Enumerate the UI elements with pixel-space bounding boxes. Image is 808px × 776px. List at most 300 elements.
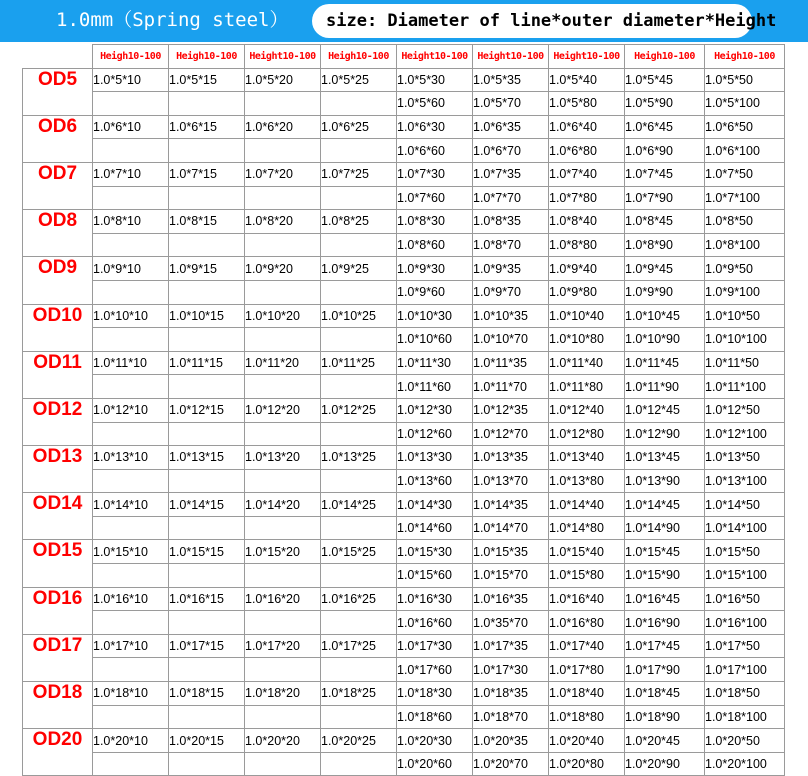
size-cell: 1.0*14*80	[549, 516, 625, 540]
empty-cell	[321, 139, 397, 163]
size-cell: 1.0*5*80	[549, 92, 625, 116]
size-cell: 1.0*17*15	[169, 634, 245, 658]
size-cell: 1.0*20*10	[93, 729, 169, 753]
empty-cell	[93, 752, 169, 776]
table-row	[23, 68, 785, 92]
size-cell: 1.0*16*15	[169, 587, 245, 611]
size-cell: 1.0*6*60	[397, 139, 473, 163]
size-cell: 1.0*13*80	[549, 469, 625, 493]
size-cell: 1.0*12*40	[549, 398, 625, 422]
size-cell: 1.0*14*20	[245, 493, 321, 517]
empty-cell	[93, 658, 169, 682]
empty-cell	[93, 233, 169, 257]
empty-cell	[169, 139, 245, 163]
od-label: OD11	[23, 351, 93, 398]
table-row	[23, 92, 785, 116]
empty-cell	[321, 705, 397, 729]
size-cell: 1.0*6*15	[169, 115, 245, 139]
size-cell: 1.0*5*35	[473, 68, 549, 92]
empty-cell	[93, 139, 169, 163]
size-cell: 1.0*17*40	[549, 634, 625, 658]
size-cell: 1.0*20*50	[705, 729, 785, 753]
size-cell: 1.0*17*20	[245, 634, 321, 658]
size-cell: 1.0*20*35	[473, 729, 549, 753]
size-cell: 1.0*9*70	[473, 280, 549, 304]
empty-cell	[321, 328, 397, 352]
size-cell: 1.0*18*50	[705, 682, 785, 706]
size-cell: 1.0*6*90	[625, 139, 705, 163]
size-cell: 1.0*15*25	[321, 540, 397, 564]
empty-cell	[245, 233, 321, 257]
od-label: OD16	[23, 587, 93, 634]
table-row	[23, 375, 785, 399]
empty-cell	[169, 375, 245, 399]
size-cell: 1.0*20*100	[705, 752, 785, 776]
size-cell: 1.0*18*30	[397, 682, 473, 706]
size-cell: 1.0*8*45	[625, 210, 705, 234]
empty-cell	[245, 375, 321, 399]
size-cell: 1.0*15*10	[93, 540, 169, 564]
size-cell: 1.0*9*50	[705, 257, 785, 281]
size-cell: 1.0*13*35	[473, 446, 549, 470]
size-cell: 1.0*14*35	[473, 493, 549, 517]
size-cell: 1.0*9*10	[93, 257, 169, 281]
size-cell: 1.0*11*80	[549, 375, 625, 399]
size-cell: 1.0*15*40	[549, 540, 625, 564]
size-cell: 1.0*8*30	[397, 210, 473, 234]
size-cell: 1.0*10*60	[397, 328, 473, 352]
size-cell: 1.0*14*40	[549, 493, 625, 517]
size-cell: 1.0*8*100	[705, 233, 785, 257]
size-cell: 1.0*13*10	[93, 446, 169, 470]
table-row	[23, 139, 785, 163]
size-cell: 1.0*10*10	[93, 304, 169, 328]
size-cell: 1.0*15*20	[245, 540, 321, 564]
empty-cell	[321, 92, 397, 116]
empty-cell	[169, 705, 245, 729]
size-cell: 1.0*10*100	[705, 328, 785, 352]
table-row	[23, 304, 785, 328]
empty-cell	[93, 280, 169, 304]
size-cell: 1.0*6*25	[321, 115, 397, 139]
size-cell: 1.0*6*35	[473, 115, 549, 139]
table-row	[23, 752, 785, 776]
size-cell: 1.0*5*70	[473, 92, 549, 116]
size-cell: 1.0*20*25	[321, 729, 397, 753]
empty-cell	[245, 564, 321, 588]
size-cell: 1.0*9*15	[169, 257, 245, 281]
size-cell: 1.0*17*30	[473, 658, 549, 682]
size-cell: 1.0*6*40	[549, 115, 625, 139]
empty-cell	[93, 611, 169, 635]
size-cell: 1.0*8*60	[397, 233, 473, 257]
size-cell: 1.0*17*25	[321, 634, 397, 658]
size-cell: 1.0*20*80	[549, 752, 625, 776]
od-label: OD8	[23, 210, 93, 257]
size-cell: 1.0*13*90	[625, 469, 705, 493]
size-cell: 1.0*8*25	[321, 210, 397, 234]
size-cell: 1.0*17*10	[93, 634, 169, 658]
size-cell: 1.0*20*70	[473, 752, 549, 776]
table-row	[23, 729, 785, 753]
size-cell: 1.0*7*20	[245, 162, 321, 186]
size-cell: 1.0*7*100	[705, 186, 785, 210]
size-cell: 1.0*17*45	[625, 634, 705, 658]
size-cell: 1.0*6*10	[93, 115, 169, 139]
size-cell: 1.0*16*10	[93, 587, 169, 611]
size-cell: 1.0*17*100	[705, 658, 785, 682]
size-cell: 1.0*10*50	[705, 304, 785, 328]
size-cell: 1.0*8*20	[245, 210, 321, 234]
size-cell: 1.0*8*10	[93, 210, 169, 234]
od-label: OD12	[23, 398, 93, 445]
table-row	[23, 446, 785, 470]
size-cell: 1.0*5*10	[93, 68, 169, 92]
size-cell: 1.0*5*30	[397, 68, 473, 92]
empty-cell	[321, 469, 397, 493]
table-row	[23, 422, 785, 446]
size-cell: 1.0*11*90	[625, 375, 705, 399]
size-cell: 1.0*7*40	[549, 162, 625, 186]
size-cell: 1.0*8*35	[473, 210, 549, 234]
size-cell: 1.0*8*40	[549, 210, 625, 234]
size-cell: 1.0*18*15	[169, 682, 245, 706]
size-cell: 1.0*10*20	[245, 304, 321, 328]
size-cell: 1.0*12*50	[705, 398, 785, 422]
size-cell: 1.0*17*60	[397, 658, 473, 682]
size-cell: 1.0*7*35	[473, 162, 549, 186]
empty-cell	[169, 752, 245, 776]
size-cell: 1.0*16*80	[549, 611, 625, 635]
empty-cell	[169, 422, 245, 446]
corner-cell	[23, 45, 93, 69]
size-cell: 1.0*8*15	[169, 210, 245, 234]
table-row	[23, 587, 785, 611]
size-cell: 1.0*7*15	[169, 162, 245, 186]
size-cell: 1.0*10*40	[549, 304, 625, 328]
size-cell: 1.0*13*60	[397, 469, 473, 493]
size-cell: 1.0*20*40	[549, 729, 625, 753]
size-cell: 1.0*13*15	[169, 446, 245, 470]
column-header: Heigh10-100	[169, 45, 245, 69]
empty-cell	[245, 186, 321, 210]
size-cell: 1.0*10*80	[549, 328, 625, 352]
table-row	[23, 162, 785, 186]
od-label: OD15	[23, 540, 93, 587]
size-cell: 1.0*15*100	[705, 564, 785, 588]
size-cell: 1.0*10*30	[397, 304, 473, 328]
size-cell: 1.0*8*90	[625, 233, 705, 257]
size-cell: 1.0*13*30	[397, 446, 473, 470]
size-cell: 1.0*17*30	[397, 634, 473, 658]
size-cell: 1.0*5*25	[321, 68, 397, 92]
size-cell: 1.0*35*70	[473, 611, 549, 635]
size-cell: 1.0*14*30	[397, 493, 473, 517]
size-cell: 1.0*15*90	[625, 564, 705, 588]
od-label: OD17	[23, 634, 93, 681]
od-label: OD10	[23, 304, 93, 351]
size-cell: 1.0*18*70	[473, 705, 549, 729]
table-row	[23, 516, 785, 540]
size-cell: 1.0*10*25	[321, 304, 397, 328]
size-cell: 1.0*15*50	[705, 540, 785, 564]
size-cell: 1.0*17*80	[549, 658, 625, 682]
table-row	[23, 634, 785, 658]
size-cell: 1.0*7*45	[625, 162, 705, 186]
size-cell: 1.0*15*60	[397, 564, 473, 588]
size-cell: 1.0*7*50	[705, 162, 785, 186]
size-cell: 1.0*16*50	[705, 587, 785, 611]
size-cell: 1.0*16*40	[549, 587, 625, 611]
size-cell: 1.0*16*60	[397, 611, 473, 635]
empty-cell	[169, 280, 245, 304]
size-cell: 1.0*12*25	[321, 398, 397, 422]
size-cell: 1.0*7*30	[397, 162, 473, 186]
table-row	[23, 705, 785, 729]
empty-cell	[321, 186, 397, 210]
column-header: Heigh10-100	[625, 45, 705, 69]
empty-cell	[93, 564, 169, 588]
column-header: Heigh10-100	[93, 45, 169, 69]
table-row	[23, 351, 785, 375]
size-cell: 1.0*9*100	[705, 280, 785, 304]
size-cell: 1.0*10*45	[625, 304, 705, 328]
size-cell: 1.0*6*80	[549, 139, 625, 163]
empty-cell	[169, 611, 245, 635]
size-cell: 1.0*5*45	[625, 68, 705, 92]
size-cell: 1.0*11*30	[397, 351, 473, 375]
empty-cell	[169, 516, 245, 540]
size-cell: 1.0*12*80	[549, 422, 625, 446]
size-cell: 1.0*20*45	[625, 729, 705, 753]
title-banner	[0, 0, 808, 42]
size-cell: 1.0*14*60	[397, 516, 473, 540]
empty-cell	[321, 516, 397, 540]
size-cell: 1.0*9*25	[321, 257, 397, 281]
size-cell: 1.0*7*90	[625, 186, 705, 210]
size-cell: 1.0*12*90	[625, 422, 705, 446]
size-cell: 1.0*9*30	[397, 257, 473, 281]
column-header: Heigh10-100	[705, 45, 785, 69]
size-cell: 1.0*20*30	[397, 729, 473, 753]
empty-cell	[321, 422, 397, 446]
size-cell: 1.0*12*70	[473, 422, 549, 446]
table-row	[23, 280, 785, 304]
table-row	[23, 398, 785, 422]
table-row	[23, 257, 785, 281]
size-cell: 1.0*5*20	[245, 68, 321, 92]
size-cell: 1.0*6*20	[245, 115, 321, 139]
size-cell: 1.0*13*20	[245, 446, 321, 470]
size-cell: 1.0*10*70	[473, 328, 549, 352]
size-cell: 1.0*12*45	[625, 398, 705, 422]
size-cell: 1.0*5*15	[169, 68, 245, 92]
size-cell: 1.0*16*100	[705, 611, 785, 635]
spring-size-table	[22, 44, 785, 776]
empty-cell	[245, 280, 321, 304]
size-cell: 1.0*6*30	[397, 115, 473, 139]
column-header: Height10-100	[549, 45, 625, 69]
empty-cell	[245, 516, 321, 540]
size-cell: 1.0*11*50	[705, 351, 785, 375]
size-cell: 1.0*14*10	[93, 493, 169, 517]
size-cell: 1.0*7*60	[397, 186, 473, 210]
size-legend-pill	[312, 4, 777, 38]
od-label: OD13	[23, 446, 93, 493]
table-body	[23, 68, 785, 776]
size-cell: 1.0*5*100	[705, 92, 785, 116]
size-cell: 1.0*16*90	[625, 611, 705, 635]
size-cell: 1.0*11*60	[397, 375, 473, 399]
column-header: Height10-100	[397, 45, 473, 69]
size-cell: 1.0*12*20	[245, 398, 321, 422]
size-cell: 1.0*11*20	[245, 351, 321, 375]
size-cell: 1.0*12*60	[397, 422, 473, 446]
table-row	[23, 328, 785, 352]
table-row	[23, 564, 785, 588]
size-cell: 1.0*9*20	[245, 257, 321, 281]
od-label: OD18	[23, 682, 93, 729]
empty-cell	[321, 233, 397, 257]
size-cell: 1.0*18*40	[549, 682, 625, 706]
size-cell: 1.0*11*70	[473, 375, 549, 399]
empty-cell	[245, 139, 321, 163]
size-cell: 1.0*14*90	[625, 516, 705, 540]
size-cell: 1.0*6*45	[625, 115, 705, 139]
table-row	[23, 115, 785, 139]
empty-cell	[169, 92, 245, 116]
size-cell: 1.0*18*25	[321, 682, 397, 706]
empty-cell	[321, 752, 397, 776]
size-cell: 1.0*11*15	[169, 351, 245, 375]
empty-cell	[321, 658, 397, 682]
size-cell: 1.0*12*10	[93, 398, 169, 422]
empty-cell	[93, 328, 169, 352]
empty-cell	[93, 375, 169, 399]
empty-cell	[93, 422, 169, 446]
size-cell: 1.0*18*10	[93, 682, 169, 706]
size-cell: 1.0*16*30	[397, 587, 473, 611]
size-cell: 1.0*15*35	[473, 540, 549, 564]
empty-cell	[245, 92, 321, 116]
size-cell: 1.0*16*25	[321, 587, 397, 611]
size-cell: 1.0*8*70	[473, 233, 549, 257]
size-cell: 1.0*18*80	[549, 705, 625, 729]
od-label: OD6	[23, 115, 93, 162]
size-cell: 1.0*7*70	[473, 186, 549, 210]
table-row	[23, 469, 785, 493]
empty-cell	[169, 186, 245, 210]
empty-cell	[321, 280, 397, 304]
size-cell: 1.0*14*45	[625, 493, 705, 517]
empty-cell	[169, 233, 245, 257]
table-row	[23, 186, 785, 210]
size-cell: 1.0*17*50	[705, 634, 785, 658]
od-label: OD14	[23, 493, 93, 540]
empty-cell	[245, 752, 321, 776]
size-cell: 1.0*17*35	[473, 634, 549, 658]
size-cell: 1.0*11*45	[625, 351, 705, 375]
size-cell: 1.0*7*10	[93, 162, 169, 186]
size-cell: 1.0*16*20	[245, 587, 321, 611]
size-cell: 1.0*12*35	[473, 398, 549, 422]
size-cell: 1.0*18*60	[397, 705, 473, 729]
empty-cell	[93, 705, 169, 729]
empty-cell	[321, 375, 397, 399]
size-cell: 1.0*8*50	[705, 210, 785, 234]
size-cell: 1.0*7*80	[549, 186, 625, 210]
size-cell: 1.0*11*10	[93, 351, 169, 375]
size-cell: 1.0*13*25	[321, 446, 397, 470]
size-cell: 1.0*15*15	[169, 540, 245, 564]
size-cell: 1.0*11*35	[473, 351, 549, 375]
size-cell: 1.0*5*90	[625, 92, 705, 116]
table-row	[23, 540, 785, 564]
size-cell: 1.0*9*60	[397, 280, 473, 304]
size-cell: 1.0*14*70	[473, 516, 549, 540]
empty-cell	[245, 422, 321, 446]
size-cell: 1.0*11*25	[321, 351, 397, 375]
size-cell: 1.0*12*15	[169, 398, 245, 422]
table-row	[23, 210, 785, 234]
size-cell: 1.0*14*50	[705, 493, 785, 517]
size-cell: 1.0*9*80	[549, 280, 625, 304]
empty-cell	[321, 611, 397, 635]
size-cell: 1.0*13*40	[549, 446, 625, 470]
table-row	[23, 682, 785, 706]
page-title: 1.0mm（Spring steel）	[56, 9, 289, 31]
od-label: OD9	[23, 257, 93, 304]
empty-cell	[245, 705, 321, 729]
empty-cell	[169, 658, 245, 682]
size-cell: 1.0*18*100	[705, 705, 785, 729]
size-cell: 1.0*13*100	[705, 469, 785, 493]
size-cell: 1.0*15*80	[549, 564, 625, 588]
size-cell: 1.0*20*15	[169, 729, 245, 753]
size-cell: 1.0*15*30	[397, 540, 473, 564]
size-cell: 1.0*9*35	[473, 257, 549, 281]
empty-cell	[93, 186, 169, 210]
empty-cell	[93, 469, 169, 493]
size-cell: 1.0*5*50	[705, 68, 785, 92]
empty-cell	[245, 658, 321, 682]
size-cell: 1.0*20*60	[397, 752, 473, 776]
size-cell: 1.0*13*45	[625, 446, 705, 470]
od-label: OD5	[23, 68, 93, 115]
empty-cell	[93, 92, 169, 116]
size-cell: 1.0*20*90	[625, 752, 705, 776]
od-label: OD7	[23, 162, 93, 209]
size-cell: 1.0*20*20	[245, 729, 321, 753]
size-cell: 1.0*5*60	[397, 92, 473, 116]
size-cell: 1.0*10*35	[473, 304, 549, 328]
size-cell: 1.0*12*100	[705, 422, 785, 446]
size-cell: 1.0*18*20	[245, 682, 321, 706]
empty-cell	[169, 328, 245, 352]
size-legend-text: size: Diameter of line*outer diameter*Height	[326, 11, 777, 31]
size-cell: 1.0*14*25	[321, 493, 397, 517]
empty-cell	[169, 564, 245, 588]
size-cell: 1.0*9*40	[549, 257, 625, 281]
size-cell: 1.0*8*80	[549, 233, 625, 257]
size-cell: 1.0*17*90	[625, 658, 705, 682]
size-cell: 1.0*9*90	[625, 280, 705, 304]
size-cell: 1.0*18*35	[473, 682, 549, 706]
empty-cell	[245, 469, 321, 493]
size-cell: 1.0*11*40	[549, 351, 625, 375]
empty-cell	[245, 328, 321, 352]
size-cell: 1.0*16*45	[625, 587, 705, 611]
